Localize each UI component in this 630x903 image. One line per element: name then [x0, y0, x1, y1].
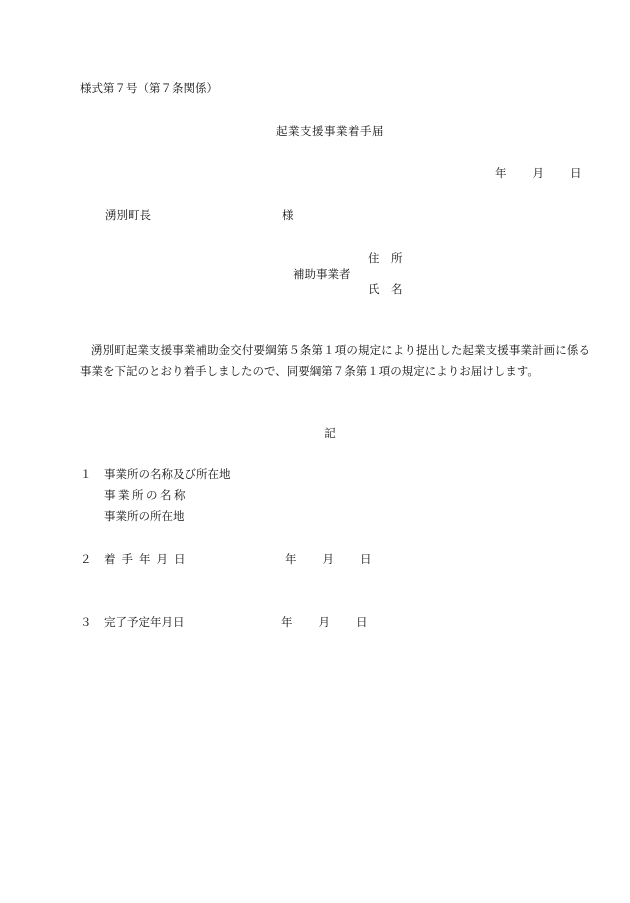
- completion-date: [281, 617, 368, 629]
- document-title: 起業支援事業着手届: [276, 124, 384, 138]
- addressee: 湧別町長: [105, 208, 151, 222]
- honorific: 様: [282, 208, 294, 222]
- item-label-start-date: 着手年月日: [104, 552, 192, 566]
- start-date: [285, 554, 372, 566]
- item-label-completion-date: 完了予定年月日: [104, 615, 185, 629]
- year-label: 年: [495, 166, 507, 180]
- item-number: １: [80, 467, 92, 481]
- day-label: 日: [360, 552, 372, 566]
- day-label: 日: [570, 166, 582, 180]
- submission-date: [495, 168, 582, 180]
- year-label: 年: [281, 615, 293, 629]
- item-label-business-name-location: 事業所の名称及び所在地: [104, 467, 231, 481]
- month-label: 月: [322, 552, 334, 566]
- item-number: ２: [80, 552, 92, 566]
- name-label: 氏 名: [368, 282, 403, 296]
- business-name-label: 事業所の名称: [104, 488, 188, 502]
- address-label: 住 所: [368, 251, 403, 265]
- body-paragraph: 湧別町起業支援事業補助金交付要綱第５条第１項の規定により提出した起業支援事業計画に係る事業を下記のとおり着手しましたので、同要綱第７条第１項の規定によりお届けします。: [80, 343, 590, 378]
- month-label: 月: [318, 615, 330, 629]
- day-label: 日: [356, 615, 368, 629]
- applicant-label: 補助事業者: [293, 267, 351, 281]
- business-location-label: 事業所の所在地: [104, 509, 185, 523]
- item-number: ３: [80, 615, 92, 629]
- year-label: 年: [285, 552, 297, 566]
- form-number: 様式第７号（第７条関係）: [80, 81, 218, 95]
- ki-heading: 記: [324, 426, 336, 440]
- month-label: 月: [532, 166, 544, 180]
